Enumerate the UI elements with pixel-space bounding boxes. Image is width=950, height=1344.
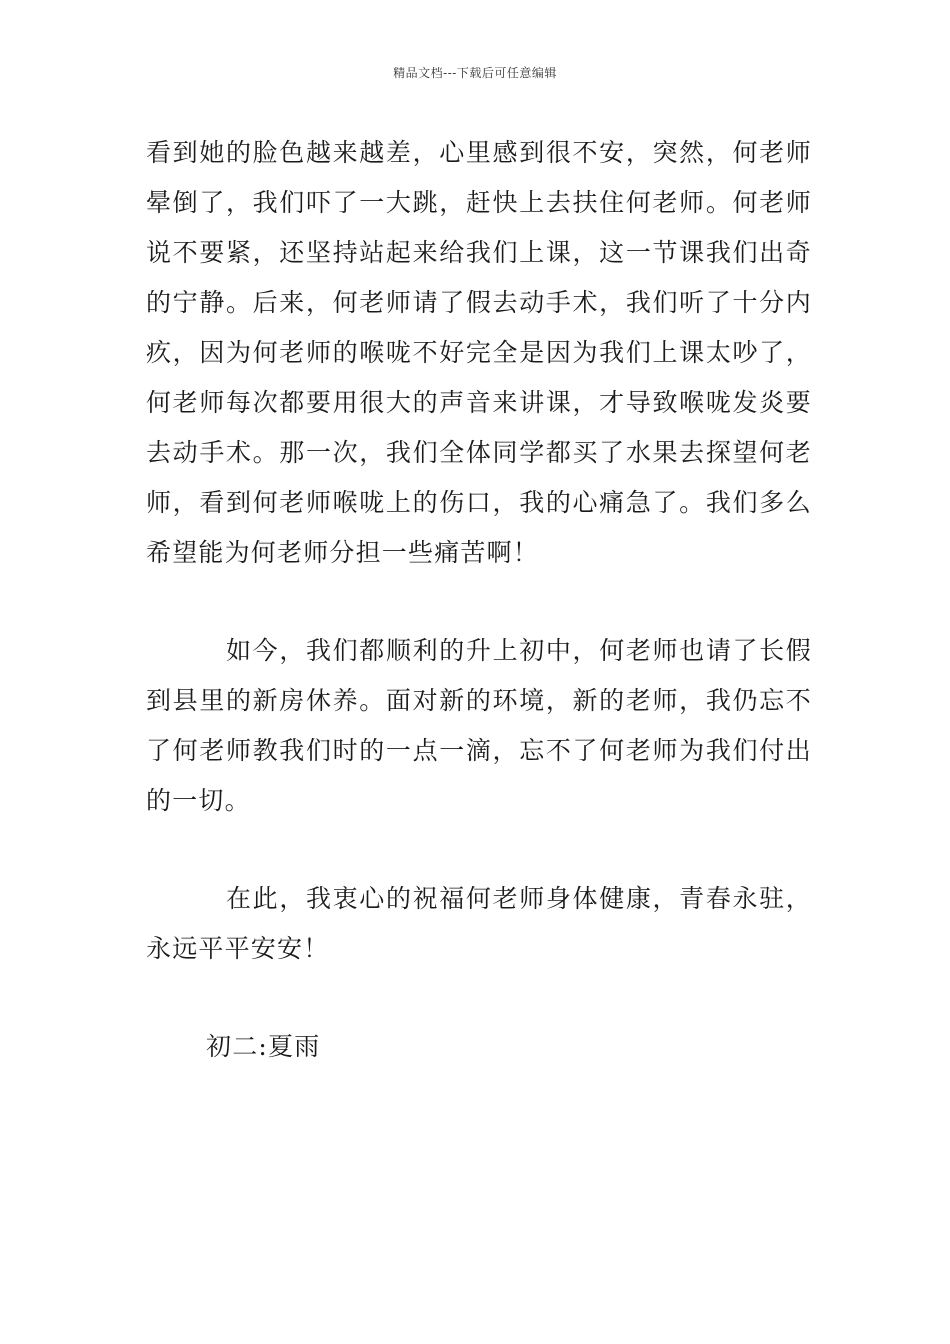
paragraph-3: 在此，我衷心的祝福何老师身体健康，青春永驻，永远平平安安！ bbox=[146, 884, 812, 963]
paragraph-2: 如今，我们都顺利的升上初中，何老师也请了长假到县里的新房休养。面对新的环境，新的老师，我仍忘不了何老师教我们时的一点一滴，忘不了何老师为我们付出的一切。 bbox=[146, 636, 812, 815]
paragraph-gap bbox=[146, 974, 812, 1022]
signature-line: 初二:夏雨 bbox=[206, 1032, 321, 1061]
paragraph-gap bbox=[146, 578, 812, 626]
page-header: 精品文档---下载后可任意编辑 bbox=[393, 66, 557, 80]
paragraph-gap bbox=[146, 826, 812, 874]
paragraph-1: 看到她的脸色越来越差，心里感到很不安，突然，何老师晕倒了，我们吓了一大跳，赶快上去扶住何老师。何老师说不要紧，还坚持站起来给我们上课，这一节课我们出奇的宁静。后来，何老师请了假去动手术，我们听了十分内疚，因为何老师的喉咙不好完全是因为我们上课太吵了，何老师每次都要用很大的声音来讲课，才导致喉咙发炎要去动手术。那一次，我们全体同学都买了水果去探望何老师，看到何老师喉咙上的伤口，我的心痛急了。我们多么希望能为何老师分担一些痛苦啊！ bbox=[146, 138, 812, 567]
document-body bbox=[146, 128, 812, 1072]
